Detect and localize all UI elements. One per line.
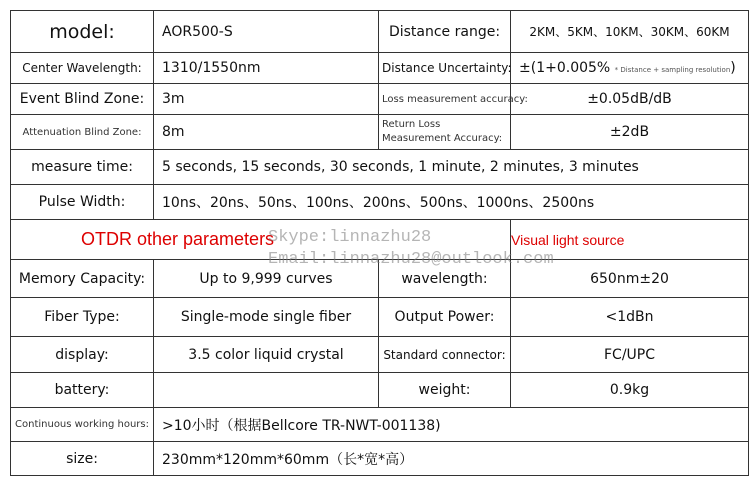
otdr-header: OTDR other parameters	[11, 220, 511, 260]
connector-label: Standard connector:	[379, 337, 511, 373]
ebz-label: Event Blind Zone:	[11, 84, 154, 115]
range-value: 2KM、5KM、10KM、30KM、60KM	[511, 11, 749, 53]
mem-label: Memory Capacity:	[11, 260, 154, 298]
wavelength-label: Center Wavelength:	[11, 53, 154, 84]
model-value: AOR500-S	[154, 11, 379, 53]
uncertainty-main: ±(1+0.005%	[519, 60, 611, 76]
uncertainty-close: )	[730, 60, 736, 76]
range-label: Distance range:	[379, 11, 511, 53]
model-label: model:	[11, 11, 154, 53]
uncertainty-label: Distance Uncertainty:	[379, 53, 511, 84]
size-label: size:	[11, 442, 154, 476]
cwh-value: >10小时（根据Bellcore TR-NWT-001138)	[154, 408, 749, 442]
op-value: <1dBn	[511, 298, 749, 337]
weight-label: weight:	[379, 373, 511, 408]
table-row	[11, 442, 749, 476]
table-row	[11, 11, 749, 53]
rl-label	[379, 115, 511, 150]
op-label: Output Power:	[379, 298, 511, 337]
wavelength-value: 1310/1550nm	[154, 53, 379, 84]
loss-value: ±0.05dB/dB	[511, 84, 749, 115]
connector-value: FC/UPC	[511, 337, 749, 373]
abz-value: 8m	[154, 115, 379, 150]
table-row	[11, 84, 749, 115]
vwl-label: wavelength:	[379, 260, 511, 298]
vwl-value: 650nm±20	[511, 260, 749, 298]
table-row	[11, 298, 749, 337]
vls-header: Visual light source	[511, 220, 749, 260]
table-row	[11, 408, 749, 442]
display-label: display:	[11, 337, 154, 373]
uncertainty-note: * Distance + sampling resolution	[614, 66, 731, 74]
cwh-label: Continuous working hours:	[11, 408, 154, 442]
pw-value: 10ns、20ns、50ns、100ns、200ns、500ns、1000ns、2500ns	[154, 185, 749, 220]
fiber-label: Fiber Type:	[11, 298, 154, 337]
table-row	[11, 53, 749, 84]
table-row	[11, 373, 749, 408]
display-value: 3.5 color liquid crystal	[154, 337, 379, 373]
weight-value: 0.9kg	[511, 373, 749, 408]
loss-label: Loss measurement accuracy:	[379, 84, 511, 115]
battery-label: battery:	[11, 373, 154, 408]
mt-label: measure time:	[11, 150, 154, 185]
table-row	[11, 337, 749, 373]
mt-value: 5 seconds, 15 seconds, 30 seconds, 1 minute, 2 minutes, 3 minutes	[154, 150, 749, 185]
uncertainty-value	[511, 53, 749, 84]
size-value: 230mm*120mm*60mm（长*宽*高）	[154, 442, 749, 476]
mem-value: Up to 9,999 curves	[154, 260, 379, 298]
watermark-skype: Skype:linnazhu28	[268, 228, 432, 247]
watermark-email: Email:linnazhu28@outlook.com	[268, 250, 554, 269]
rl-label-line2: Measurement Accuracy:	[382, 133, 503, 144]
abz-label: Attenuation Blind Zone:	[11, 115, 154, 150]
table-row	[11, 115, 749, 150]
rl-value: ±2dB	[511, 115, 749, 150]
fiber-value: Single-mode single fiber	[154, 298, 379, 337]
ebz-value: 3m	[154, 84, 379, 115]
rl-label-line1: Return Loss	[382, 119, 441, 130]
table-row	[11, 150, 749, 185]
battery-value	[154, 373, 379, 408]
table-row	[11, 185, 749, 220]
pw-label: Pulse Width:	[11, 185, 154, 220]
